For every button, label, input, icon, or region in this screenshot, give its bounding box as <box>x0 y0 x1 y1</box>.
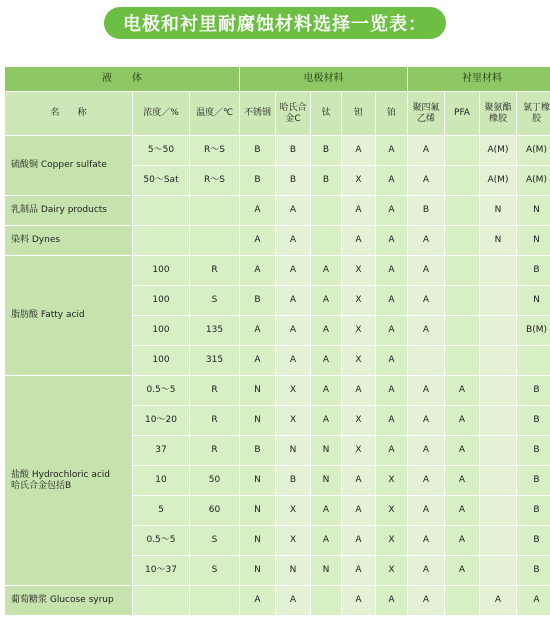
rating-cell: A <box>408 226 445 256</box>
table-row <box>5 376 550 406</box>
concentration-cell <box>133 226 190 256</box>
rating-cell: N <box>517 196 550 226</box>
rating-cell: A <box>240 316 276 346</box>
rating-cell: A <box>311 496 342 526</box>
rating-cell <box>480 556 517 586</box>
rating-cell: A <box>376 586 408 616</box>
material-table-container <box>4 66 550 615</box>
rating-cell <box>445 196 480 226</box>
rating-cell <box>480 346 517 376</box>
rating-cell: X <box>342 436 376 466</box>
rating-cell: N <box>311 436 342 466</box>
rating-cell: A <box>311 346 342 376</box>
rating-cell: A <box>342 526 376 556</box>
col-titanium: 钛 <box>311 92 342 136</box>
rating-cell: A <box>408 136 445 166</box>
liquid-name: 染料 Dynes <box>5 226 133 256</box>
rating-cell: N <box>240 496 276 526</box>
rating-cell: B <box>276 166 311 196</box>
col-ptfe: 聚四氟乙烯 <box>408 92 445 136</box>
rating-cell: B <box>517 466 550 496</box>
rating-cell: A <box>408 376 445 406</box>
concentration-column-header: 浓度／% <box>133 92 190 136</box>
temperature-cell: S <box>190 526 240 556</box>
rating-cell: N <box>480 196 517 226</box>
rating-cell: A <box>445 436 480 466</box>
rating-cell: B <box>517 436 550 466</box>
temperature-cell: R <box>190 376 240 406</box>
rating-cell <box>480 286 517 316</box>
rating-cell: A <box>342 466 376 496</box>
rating-cell: A <box>376 376 408 406</box>
rating-cell: A <box>240 226 276 256</box>
temperature-cell: 60 <box>190 496 240 526</box>
rating-cell: A <box>445 526 480 556</box>
rating-cell: A(M) <box>517 166 550 196</box>
rating-cell: A <box>376 436 408 466</box>
temperature-cell: R～S <box>190 136 240 166</box>
concentration-cell: 100 <box>133 316 190 346</box>
rating-cell <box>445 586 480 616</box>
rating-cell: X <box>342 256 376 286</box>
rating-cell: A <box>311 526 342 556</box>
concentration-cell: 100 <box>133 346 190 376</box>
rating-cell: N <box>240 376 276 406</box>
rating-cell: A <box>276 346 311 376</box>
rating-cell <box>480 496 517 526</box>
rating-cell: X <box>376 496 408 526</box>
rating-cell: B <box>517 256 550 286</box>
rating-cell <box>445 256 480 286</box>
rating-cell: B <box>240 286 276 316</box>
rating-cell <box>445 166 480 196</box>
rating-cell <box>445 286 480 316</box>
rating-cell: X <box>342 316 376 346</box>
rating-cell: A <box>342 226 376 256</box>
rating-cell: A <box>376 256 408 286</box>
rating-cell: A <box>240 346 276 376</box>
concentration-cell: 10～37 <box>133 556 190 586</box>
rating-cell: A <box>408 316 445 346</box>
rating-cell: N <box>240 556 276 586</box>
rating-cell: A <box>408 586 445 616</box>
temperature-cell: 50 <box>190 466 240 496</box>
rating-cell <box>445 226 480 256</box>
liquid-header: 液 体 <box>5 67 240 92</box>
rating-cell: A <box>342 376 376 406</box>
rating-cell: A(M) <box>480 136 517 166</box>
rating-cell: A <box>276 256 311 286</box>
rating-cell: X <box>276 406 311 436</box>
rating-cell: A <box>408 526 445 556</box>
rating-cell: X <box>276 496 311 526</box>
rating-cell: B <box>240 436 276 466</box>
rating-cell: A <box>408 556 445 586</box>
rating-cell: A <box>376 136 408 166</box>
rating-cell: A <box>408 286 445 316</box>
rating-cell <box>480 466 517 496</box>
col-tantalum: 钽 <box>342 92 376 136</box>
rating-cell: X <box>342 346 376 376</box>
temperature-cell: R <box>190 406 240 436</box>
temperature-cell: R <box>190 256 240 286</box>
concentration-cell: 100 <box>133 256 190 286</box>
rating-cell <box>311 196 342 226</box>
rating-cell: A <box>376 316 408 346</box>
rating-cell: A <box>276 226 311 256</box>
rating-cell: X <box>376 556 408 586</box>
rating-cell: A <box>376 196 408 226</box>
rating-cell: A <box>342 136 376 166</box>
rating-cell: A <box>311 406 342 436</box>
concentration-cell: 0.5～5 <box>133 526 190 556</box>
rating-cell: B <box>240 136 276 166</box>
rating-cell: A <box>445 376 480 406</box>
temperature-cell <box>190 196 240 226</box>
rating-cell: A <box>311 286 342 316</box>
rating-cell: N <box>276 436 311 466</box>
rating-cell: A <box>311 376 342 406</box>
col-neoprene-rubber: 氯丁橡胶 <box>517 92 550 136</box>
header-row-groups <box>5 67 550 92</box>
rating-cell: A(M) <box>517 136 550 166</box>
rating-cell: B <box>311 166 342 196</box>
page-title: 电极和衬里耐腐蚀材料选择一览表： <box>123 14 427 35</box>
rating-cell: A <box>408 436 445 466</box>
lining-materials-header: 衬里材料 <box>408 67 550 92</box>
rating-cell: N <box>240 406 276 436</box>
temperature-cell: 135 <box>190 316 240 346</box>
temperature-cell: R～S <box>190 166 240 196</box>
rating-cell: A <box>276 586 311 616</box>
rating-cell <box>480 406 517 436</box>
table-row <box>5 226 550 256</box>
rating-cell: A <box>240 196 276 226</box>
rating-cell: N <box>311 466 342 496</box>
liquid-name: 脂肪酸 Fatty acid <box>5 256 133 376</box>
rating-cell: A(M) <box>480 166 517 196</box>
rating-cell: N <box>276 556 311 586</box>
rating-cell <box>445 316 480 346</box>
rating-cell <box>480 436 517 466</box>
rating-cell <box>480 526 517 556</box>
concentration-cell: 10 <box>133 466 190 496</box>
material-selection-table <box>4 66 550 616</box>
rating-cell <box>445 136 480 166</box>
table-row <box>5 136 550 166</box>
rating-cell: X <box>342 406 376 436</box>
rating-cell: B <box>517 496 550 526</box>
rating-cell: A <box>342 556 376 586</box>
temperature-cell: S <box>190 556 240 586</box>
rating-cell: X <box>276 526 311 556</box>
liquid-name: 盐酸 Hydrochloric acid 哈氏合金包括B <box>5 376 133 586</box>
concentration-cell: 10～20 <box>133 406 190 436</box>
rating-cell: A <box>445 496 480 526</box>
rating-cell: B <box>240 166 276 196</box>
rating-cell: N <box>480 226 517 256</box>
rating-cell <box>311 586 342 616</box>
concentration-cell: 0.5～5 <box>133 376 190 406</box>
rating-cell: A <box>408 496 445 526</box>
rating-cell <box>408 346 445 376</box>
rating-cell: A <box>276 316 311 346</box>
rating-cell: X <box>276 376 311 406</box>
rating-cell: A <box>311 256 342 286</box>
rating-cell <box>480 256 517 286</box>
rating-cell: A <box>376 226 408 256</box>
col-platinum: 铂 <box>376 92 408 136</box>
rating-cell: A <box>445 556 480 586</box>
rating-cell: B <box>276 136 311 166</box>
rating-cell: A <box>311 316 342 346</box>
rating-cell: B <box>517 406 550 436</box>
temperature-cell <box>190 586 240 616</box>
table-row <box>5 256 550 286</box>
rating-cell: A <box>342 586 376 616</box>
col-pfa: PFA <box>445 92 480 136</box>
rating-cell <box>311 226 342 256</box>
concentration-cell: 5～50 <box>133 136 190 166</box>
temperature-cell: R <box>190 436 240 466</box>
rating-cell: B <box>517 376 550 406</box>
concentration-cell: 100 <box>133 286 190 316</box>
rating-cell: B(M) <box>517 316 550 346</box>
rating-cell <box>480 376 517 406</box>
liquid-name: 乳制品 Dairy products <box>5 196 133 226</box>
rating-cell: A <box>408 166 445 196</box>
rating-cell: B <box>311 136 342 166</box>
rating-cell: B <box>408 196 445 226</box>
rating-cell: A <box>240 256 276 286</box>
rating-cell: A <box>376 406 408 436</box>
concentration-cell: 37 <box>133 436 190 466</box>
rating-cell: N <box>517 286 550 316</box>
rating-cell: N <box>240 526 276 556</box>
rating-cell <box>517 346 550 376</box>
rating-cell: A <box>480 586 517 616</box>
liquid-name: 硫酸铜 Copper sulfate <box>5 136 133 196</box>
title-banner <box>104 7 446 39</box>
rating-cell: X <box>376 466 408 496</box>
rating-cell: N <box>311 556 342 586</box>
rating-cell: A <box>408 466 445 496</box>
table-row <box>5 586 550 616</box>
rating-cell: A <box>276 286 311 316</box>
rating-cell: X <box>342 166 376 196</box>
col-hastelloy-c: 哈氏合金C <box>276 92 311 136</box>
header-row-columns <box>5 92 550 136</box>
table-row <box>5 196 550 226</box>
rating-cell: A <box>445 466 480 496</box>
rating-cell: A <box>342 196 376 226</box>
liquid-name: 葡萄糖浆 Glucose syrup <box>5 586 133 616</box>
col-stainless-steel: 不锈钢 <box>240 92 276 136</box>
temperature-cell: 315 <box>190 346 240 376</box>
rating-cell: A <box>376 286 408 316</box>
rating-cell: X <box>376 526 408 556</box>
concentration-cell: 50～Sat <box>133 166 190 196</box>
rating-cell: A <box>408 256 445 286</box>
concentration-cell <box>133 196 190 226</box>
rating-cell: B <box>517 556 550 586</box>
rating-cell: A <box>240 586 276 616</box>
rating-cell: N <box>240 466 276 496</box>
rating-cell: A <box>445 406 480 436</box>
col-polyurethane-rubber: 聚氨酯橡胶 <box>480 92 517 136</box>
rating-cell: A <box>276 196 311 226</box>
rating-cell: A <box>408 406 445 436</box>
rating-cell: A <box>342 496 376 526</box>
electrode-materials-header: 电极材料 <box>240 67 408 92</box>
temperature-cell <box>190 226 240 256</box>
rating-cell: A <box>517 586 550 616</box>
name-column-header: 名 称 <box>5 92 133 136</box>
rating-cell: B <box>276 466 311 496</box>
rating-cell: A <box>376 166 408 196</box>
rating-cell: A <box>376 346 408 376</box>
temperature-cell: S <box>190 286 240 316</box>
concentration-cell <box>133 586 190 616</box>
concentration-cell: 5 <box>133 496 190 526</box>
rating-cell: X <box>342 286 376 316</box>
rating-cell: N <box>517 226 550 256</box>
temperature-column-header: 温度／℃ <box>190 92 240 136</box>
rating-cell: B <box>517 526 550 556</box>
rating-cell <box>480 316 517 346</box>
rating-cell <box>445 346 480 376</box>
